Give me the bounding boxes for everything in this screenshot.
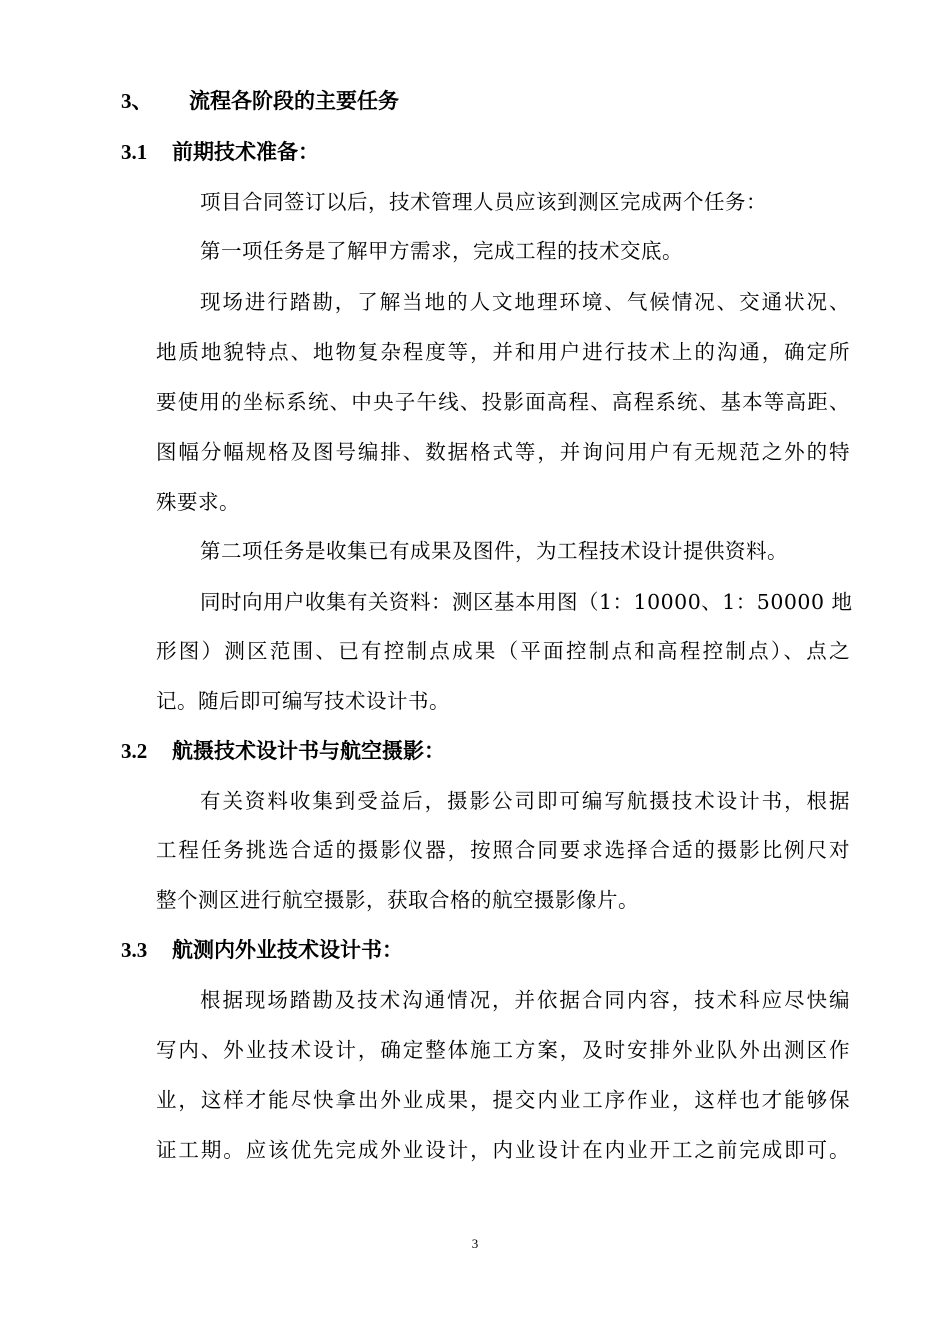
- subsection-heading-3-1: [121, 139, 319, 165]
- paragraph-line: 第一项任务是了解甲方需求，完成工程的技术交底。: [200, 239, 683, 263]
- paragraph-line: 图幅分幅规格及图号编排、数据格式等，并询问用户有无规范之外的特: [156, 440, 850, 464]
- paragraph-line: 形图）测区范围、已有控制点成果（平面控制点和高程控制点）、点之: [156, 639, 850, 663]
- paragraph-line: 第二项任务是收集已有成果及图件，为工程技术设计提供资料。: [200, 539, 788, 563]
- paragraph-line: 业，这样才能尽快拿出外业成果，提交内业工序作业，这样也才能够保: [156, 1088, 850, 1112]
- section-number: 3、: [121, 89, 153, 113]
- paragraph-line: 根据现场踏勘及技术沟通情况，并依据合同内容，技术科应尽快编: [200, 988, 850, 1012]
- paragraph-line: 同时向用户收集有关资料：测区基本用图（1：10000、1：50000 地: [200, 590, 853, 614]
- paragraph-line: 证工期。应该优先完成外业设计，内业设计在内业开工之前完成即可。: [156, 1138, 850, 1162]
- paragraph-line: 有关资料收集到受益后，摄影公司即可编写航摄技术设计书，根据: [200, 789, 850, 813]
- section-title: 流程各阶段的主要任务: [189, 88, 399, 113]
- section-heading: [121, 88, 399, 114]
- subsection-heading-3-3: [121, 937, 403, 963]
- subsection-title: 前期技术准备：: [172, 139, 319, 164]
- subsection-number: 3.2: [121, 739, 148, 763]
- subsection-title: 航测内外业技术设计书：: [172, 937, 403, 962]
- page-number: 3: [471, 1236, 479, 1251]
- subsection-heading-3-2: [121, 738, 445, 764]
- subsection-number: 3.3: [121, 938, 148, 962]
- paragraph-line: 写内、外业技术设计，确定整体施工方案，及时安排外业队外出测区作: [156, 1038, 850, 1062]
- paragraph-line: 殊要求。: [156, 490, 240, 514]
- paragraph-line: 整个测区进行航空摄影，获取合格的航空摄影像片。: [156, 888, 639, 912]
- paragraph-line: 地质地貌特点、地物复杂程度等，并和用户进行技术上的沟通，确定所: [156, 340, 850, 364]
- paragraph-line: 现场进行踏勘，了解当地的人文地理环境、气候情况、交通状况、: [200, 290, 850, 314]
- paragraph-line: 记。随后即可编写技术设计书。: [156, 689, 450, 713]
- subsection-number: 3.1: [121, 140, 148, 164]
- paragraph-line: 要使用的坐标系统、中央子午线、投影面高程、高程系统、基本等高距、: [156, 390, 850, 414]
- paragraph-line: 项目合同签订以后，技术管理人员应该到测区完成两个任务：: [200, 190, 767, 214]
- subsection-title: 航摄技术设计书与航空摄影：: [172, 738, 445, 763]
- paragraph-line: 工程任务挑选合适的摄影仪器，按照合同要求选择合适的摄影比例尺对: [156, 838, 850, 862]
